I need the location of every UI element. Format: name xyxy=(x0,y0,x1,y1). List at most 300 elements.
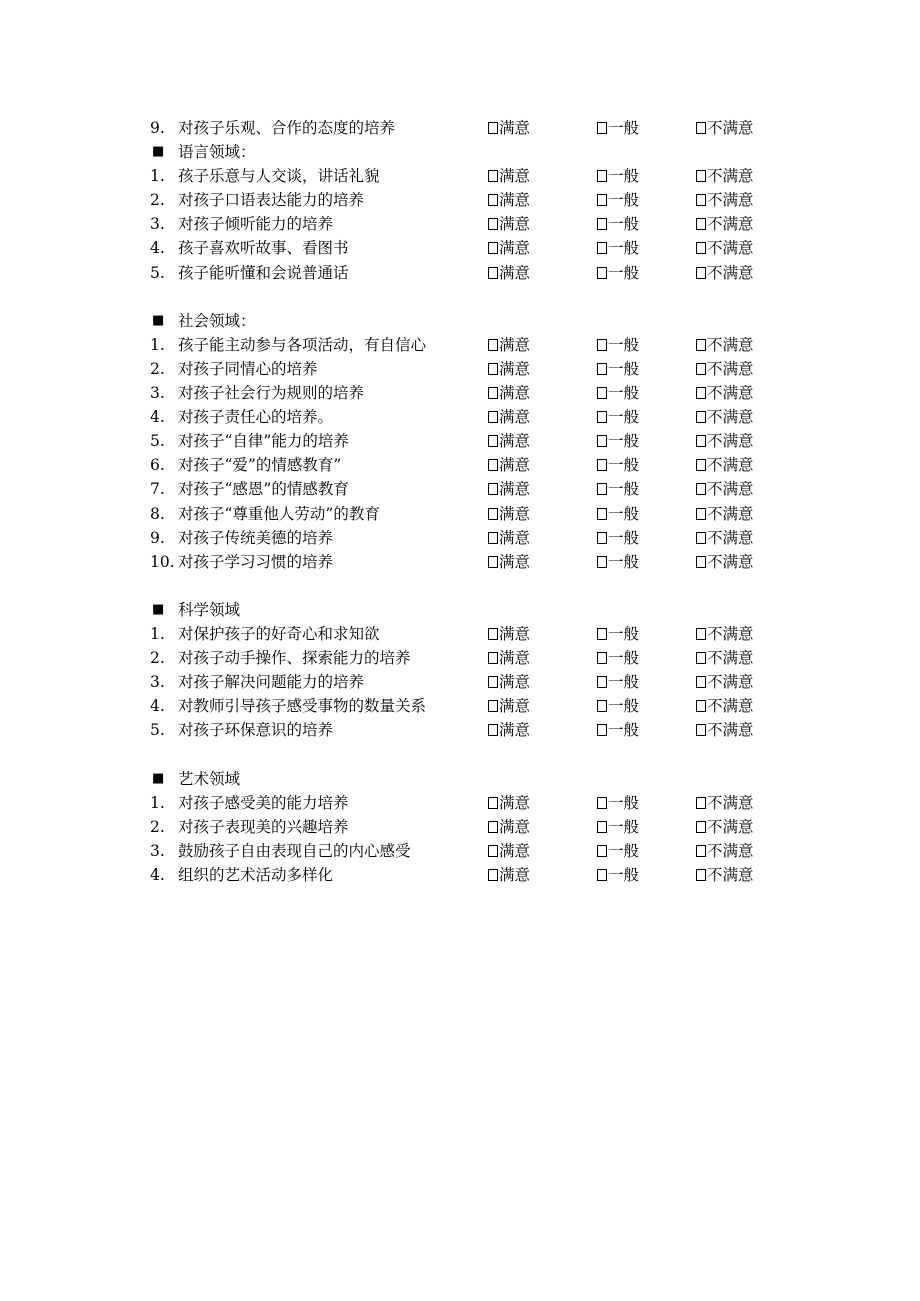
checkbox-icon[interactable] xyxy=(597,724,607,736)
average-option[interactable] xyxy=(597,646,639,670)
square-bullet-icon: ■ xyxy=(152,144,165,160)
option-label: 不满意 xyxy=(707,721,754,740)
item-number: 4. xyxy=(150,408,165,427)
checkbox-icon[interactable] xyxy=(597,267,607,279)
survey-item xyxy=(150,863,790,887)
checkbox-icon[interactable] xyxy=(488,845,498,857)
checkbox-icon[interactable] xyxy=(488,459,498,471)
dissatisfied-option[interactable] xyxy=(696,622,754,646)
dissatisfied-option[interactable] xyxy=(696,839,754,863)
checkbox-icon[interactable] xyxy=(696,700,706,712)
section-title: 科学领域 xyxy=(178,600,241,619)
average-option[interactable] xyxy=(597,622,639,646)
checkbox-icon[interactable] xyxy=(597,483,607,495)
option-label: 不满意 xyxy=(707,335,754,354)
option-label: 一般 xyxy=(608,480,640,499)
dissatisfied-option[interactable] xyxy=(696,333,754,357)
checkbox-icon[interactable] xyxy=(488,532,498,544)
option-label: 一般 xyxy=(608,119,640,137)
dissatisfied-option[interactable] xyxy=(696,116,754,140)
option-label: 不满意 xyxy=(707,793,754,812)
checkbox-icon[interactable] xyxy=(597,676,607,688)
dissatisfied-option[interactable] xyxy=(696,453,754,477)
checkbox-icon[interactable] xyxy=(696,411,706,423)
checkbox-icon[interactable] xyxy=(488,363,498,375)
item-number: 2. xyxy=(150,649,165,668)
dissatisfied-option[interactable] xyxy=(696,718,754,742)
option-label: 一般 xyxy=(608,624,640,643)
section-title: 艺术领域 xyxy=(178,769,241,788)
item-number: 9. xyxy=(150,119,165,137)
checkbox-icon[interactable] xyxy=(488,676,498,688)
item-number: 1. xyxy=(150,167,165,186)
dissatisfied-option[interactable] xyxy=(696,550,754,574)
item-text: 对孩子责任心的培养。 xyxy=(178,408,334,427)
checkbox-icon[interactable] xyxy=(488,652,498,664)
item-text: 孩子喜欢听故事、看图书 xyxy=(178,239,349,258)
option-label: 满意 xyxy=(499,432,531,451)
average-option[interactable] xyxy=(597,815,639,839)
checkbox-icon[interactable] xyxy=(488,483,498,495)
satisfied-option[interactable] xyxy=(488,646,530,670)
checkbox-icon[interactable] xyxy=(488,508,498,520)
average-option[interactable] xyxy=(597,261,639,285)
average-option[interactable] xyxy=(597,429,639,453)
satisfied-option[interactable] xyxy=(488,357,530,381)
item-text: 对保护孩子的好奇心和求知欲 xyxy=(178,624,380,643)
checkbox-icon[interactable] xyxy=(696,797,706,809)
average-option[interactable] xyxy=(597,791,639,815)
survey-item xyxy=(150,236,790,260)
option-label: 一般 xyxy=(608,191,640,210)
average-option[interactable] xyxy=(597,333,639,357)
survey-item xyxy=(150,791,790,815)
checkbox-icon[interactable] xyxy=(488,797,498,809)
dissatisfied-option[interactable] xyxy=(696,357,754,381)
satisfied-option[interactable] xyxy=(488,526,530,550)
item-number: 3. xyxy=(150,841,165,860)
survey-item xyxy=(150,164,790,188)
checkbox-icon[interactable] xyxy=(488,339,498,351)
satisfied-option[interactable] xyxy=(488,188,530,212)
checkbox-icon[interactable] xyxy=(597,652,607,664)
option-label: 不满意 xyxy=(707,624,754,643)
survey-item xyxy=(150,333,790,357)
option-label: 满意 xyxy=(499,865,531,884)
item-text: 对孩子感受美的能力培养 xyxy=(178,793,349,812)
option-label: 满意 xyxy=(499,697,531,716)
checkbox-icon[interactable] xyxy=(597,556,607,568)
average-option[interactable] xyxy=(597,502,639,526)
option-label: 不满意 xyxy=(707,697,754,716)
dissatisfied-option[interactable] xyxy=(696,261,754,285)
section-heading xyxy=(150,140,790,164)
satisfied-option[interactable] xyxy=(488,236,530,260)
average-option[interactable] xyxy=(597,477,639,501)
option-label: 不满意 xyxy=(707,432,754,451)
satisfied-option[interactable] xyxy=(488,622,530,646)
checkbox-icon[interactable] xyxy=(597,194,607,206)
satisfied-option[interactable] xyxy=(488,718,530,742)
section-heading xyxy=(150,309,790,333)
satisfied-option[interactable] xyxy=(488,116,530,140)
item-number: 10. xyxy=(150,552,175,571)
section-spacer xyxy=(150,742,790,766)
dissatisfied-option[interactable] xyxy=(696,429,754,453)
option-label: 满意 xyxy=(499,239,531,258)
option-label: 满意 xyxy=(499,552,531,571)
option-label: 满意 xyxy=(499,817,531,836)
item-number: 3. xyxy=(150,215,165,234)
item-number: 2. xyxy=(150,359,165,378)
checkbox-icon[interactable] xyxy=(597,218,607,230)
average-option[interactable] xyxy=(597,164,639,188)
checkbox-icon[interactable] xyxy=(488,170,498,182)
satisfied-option[interactable] xyxy=(488,694,530,718)
option-label: 一般 xyxy=(608,456,640,475)
satisfied-option[interactable] xyxy=(488,261,530,285)
option-label: 不满意 xyxy=(707,649,754,668)
satisfied-option[interactable] xyxy=(488,381,530,405)
satisfied-option[interactable] xyxy=(488,429,530,453)
option-label: 一般 xyxy=(608,359,640,378)
item-number: 3. xyxy=(150,673,165,692)
dissatisfied-option[interactable] xyxy=(696,694,754,718)
item-number: 4. xyxy=(150,239,165,258)
option-label: 一般 xyxy=(608,793,640,812)
survey-item xyxy=(150,212,790,236)
option-label: 不满意 xyxy=(707,456,754,475)
item-text: 对孩子传统美德的培养 xyxy=(178,528,334,547)
option-label: 满意 xyxy=(499,456,531,475)
average-option[interactable] xyxy=(597,212,639,236)
checkbox-icon[interactable] xyxy=(696,459,706,471)
item-text: 对孩子乐观、合作的态度的培养 xyxy=(178,119,396,137)
dissatisfied-option[interactable] xyxy=(696,477,754,501)
average-option[interactable] xyxy=(597,718,639,742)
option-label: 满意 xyxy=(499,673,531,692)
satisfied-option[interactable] xyxy=(488,453,530,477)
checkbox-icon[interactable] xyxy=(696,387,706,399)
option-label: 满意 xyxy=(499,167,531,186)
option-label: 一般 xyxy=(608,841,640,860)
average-option[interactable] xyxy=(597,236,639,260)
average-option[interactable] xyxy=(597,405,639,429)
option-label: 一般 xyxy=(608,263,640,282)
checkbox-icon[interactable] xyxy=(696,556,706,568)
survey-item xyxy=(150,405,790,429)
option-label: 不满意 xyxy=(707,817,754,836)
square-bullet-icon: ■ xyxy=(152,601,165,617)
item-number: 4. xyxy=(150,865,165,884)
checkbox-icon[interactable] xyxy=(597,869,607,881)
satisfied-option[interactable] xyxy=(488,670,530,694)
checkbox-icon[interactable] xyxy=(488,869,498,881)
satisfied-option[interactable] xyxy=(488,405,530,429)
checkbox-icon[interactable] xyxy=(597,435,607,447)
dissatisfied-option[interactable] xyxy=(696,236,754,260)
option-label: 不满意 xyxy=(707,408,754,427)
section-heading xyxy=(150,767,790,791)
dissatisfied-option[interactable] xyxy=(696,188,754,212)
option-label: 满意 xyxy=(499,721,531,740)
option-label: 满意 xyxy=(499,480,531,499)
option-label: 一般 xyxy=(608,673,640,692)
survey-item xyxy=(150,526,790,550)
satisfied-option[interactable] xyxy=(488,791,530,815)
option-label: 满意 xyxy=(499,649,531,668)
item-number: 5. xyxy=(150,263,165,282)
checkbox-icon[interactable] xyxy=(488,821,498,833)
checkbox-icon[interactable] xyxy=(696,435,706,447)
option-label: 不满意 xyxy=(707,239,754,258)
checkbox-icon[interactable] xyxy=(597,628,607,640)
satisfied-option[interactable] xyxy=(488,863,530,887)
dissatisfied-option[interactable] xyxy=(696,526,754,550)
item-text: 对孩子“爱”的情感教育” xyxy=(178,456,342,475)
average-option[interactable] xyxy=(597,863,639,887)
section-title: 语言领域： xyxy=(178,143,256,162)
checkbox-icon[interactable] xyxy=(488,267,498,279)
item-text: 对孩子“尊重他人劳动”的教育 xyxy=(178,504,380,523)
checkbox-icon[interactable] xyxy=(597,700,607,712)
item-text: 对孩子解决问题能力的培养 xyxy=(178,673,365,692)
section-spacer xyxy=(150,285,790,309)
option-label: 满意 xyxy=(499,335,531,354)
average-option[interactable] xyxy=(597,453,639,477)
checkbox-icon[interactable] xyxy=(597,411,607,423)
dissatisfied-option[interactable] xyxy=(696,212,754,236)
option-label: 满意 xyxy=(499,359,531,378)
survey-item xyxy=(150,670,790,694)
checkbox-icon[interactable] xyxy=(597,387,607,399)
checkbox-icon[interactable] xyxy=(696,363,706,375)
survey-item xyxy=(150,357,790,381)
item-text: 对孩子表现美的兴趣培养 xyxy=(178,817,349,836)
option-label: 不满意 xyxy=(707,865,754,884)
satisfied-option[interactable] xyxy=(488,333,530,357)
checkbox-icon[interactable] xyxy=(696,821,706,833)
item-text: 对孩子口语表达能力的培养 xyxy=(178,191,365,210)
satisfied-option[interactable] xyxy=(488,477,530,501)
item-number: 1. xyxy=(150,793,165,812)
option-label: 满意 xyxy=(499,528,531,547)
option-label: 满意 xyxy=(499,191,531,210)
survey-item xyxy=(150,261,790,285)
dissatisfied-option[interactable] xyxy=(696,381,754,405)
average-option[interactable] xyxy=(597,839,639,863)
option-label: 一般 xyxy=(608,721,640,740)
checkbox-icon[interactable] xyxy=(696,628,706,640)
item-text: 对教师引导孩子感受事物的数量关系 xyxy=(178,697,427,716)
checkbox-icon[interactable] xyxy=(696,483,706,495)
survey-item xyxy=(150,550,790,574)
satisfied-option[interactable] xyxy=(488,550,530,574)
average-option[interactable] xyxy=(597,188,639,212)
option-label: 满意 xyxy=(499,841,531,860)
item-number: 7. xyxy=(150,480,165,499)
checkbox-icon[interactable] xyxy=(696,242,706,254)
average-option[interactable] xyxy=(597,670,639,694)
item-text: 对孩子社会行为规则的培养 xyxy=(178,384,365,403)
option-label: 满意 xyxy=(499,408,531,427)
option-label: 满意 xyxy=(499,215,531,234)
option-label: 满意 xyxy=(499,793,531,812)
checkbox-icon[interactable] xyxy=(597,122,607,134)
dissatisfied-option[interactable] xyxy=(696,670,754,694)
checkbox-icon[interactable] xyxy=(488,122,498,134)
checkbox-icon[interactable] xyxy=(488,194,498,206)
item-text: 孩子能主动参与各项活动，有自信心 xyxy=(178,335,427,354)
checkbox-icon[interactable] xyxy=(696,676,706,688)
option-label: 一般 xyxy=(608,504,640,523)
option-label: 一般 xyxy=(608,817,640,836)
checkbox-icon[interactable] xyxy=(597,459,607,471)
survey-item xyxy=(150,453,790,477)
survey-item xyxy=(150,815,790,839)
average-option[interactable] xyxy=(597,526,639,550)
checkbox-icon[interactable] xyxy=(597,821,607,833)
average-option[interactable] xyxy=(597,116,639,140)
checkbox-icon[interactable] xyxy=(488,411,498,423)
checkbox-icon[interactable] xyxy=(488,242,498,254)
survey-item xyxy=(150,694,790,718)
satisfied-option[interactable] xyxy=(488,815,530,839)
dissatisfied-option[interactable] xyxy=(696,164,754,188)
checkbox-icon[interactable] xyxy=(597,242,607,254)
option-label: 一般 xyxy=(608,865,640,884)
option-label: 满意 xyxy=(499,384,531,403)
item-text: 孩子能听懂和会说普通话 xyxy=(178,263,349,282)
option-label: 不满意 xyxy=(707,841,754,860)
checkbox-icon[interactable] xyxy=(696,724,706,736)
option-label: 不满意 xyxy=(707,263,754,282)
checkbox-icon[interactable] xyxy=(488,218,498,230)
average-option[interactable] xyxy=(597,357,639,381)
item-number: 5. xyxy=(150,432,165,451)
option-label: 一般 xyxy=(608,335,640,354)
option-label: 一般 xyxy=(608,167,640,186)
satisfied-option[interactable] xyxy=(488,164,530,188)
section-heading xyxy=(150,598,790,622)
dissatisfied-option[interactable] xyxy=(696,502,754,526)
item-text: 鼓励孩子自由表现自己的内心感受 xyxy=(178,841,411,860)
option-label: 一般 xyxy=(608,528,640,547)
checkbox-icon[interactable] xyxy=(597,532,607,544)
option-label: 一般 xyxy=(608,552,640,571)
option-label: 满意 xyxy=(499,119,531,137)
square-bullet-icon: ■ xyxy=(152,312,165,328)
checkbox-icon[interactable] xyxy=(696,122,706,134)
option-label: 不满意 xyxy=(707,528,754,547)
option-label: 不满意 xyxy=(707,673,754,692)
checkbox-icon[interactable] xyxy=(696,170,706,182)
checkbox-icon[interactable] xyxy=(696,869,706,881)
checkbox-icon[interactable] xyxy=(696,339,706,351)
checkbox-icon[interactable] xyxy=(597,170,607,182)
checkbox-icon[interactable] xyxy=(696,194,706,206)
checkbox-icon[interactable] xyxy=(696,267,706,279)
dissatisfied-option[interactable] xyxy=(696,863,754,887)
option-label: 一般 xyxy=(608,697,640,716)
survey-item xyxy=(150,188,790,212)
checkbox-icon[interactable] xyxy=(488,387,498,399)
survey-item xyxy=(150,381,790,405)
checkbox-icon[interactable] xyxy=(597,508,607,520)
option-label: 一般 xyxy=(608,432,640,451)
checkbox-icon[interactable] xyxy=(488,556,498,568)
survey-item xyxy=(150,646,790,670)
checkbox-icon[interactable] xyxy=(597,339,607,351)
item-number: 8. xyxy=(150,504,165,523)
checkbox-icon[interactable] xyxy=(597,845,607,857)
survey-item xyxy=(150,622,790,646)
checkbox-icon[interactable] xyxy=(488,628,498,640)
square-bullet-icon: ■ xyxy=(152,770,165,786)
item-number: 1. xyxy=(150,624,165,643)
option-label: 一般 xyxy=(608,215,640,234)
item-number: 2. xyxy=(150,817,165,836)
survey-sheet xyxy=(150,116,790,887)
checkbox-icon[interactable] xyxy=(696,532,706,544)
option-label: 一般 xyxy=(608,408,640,427)
option-label: 不满意 xyxy=(707,167,754,186)
checkbox-icon[interactable] xyxy=(488,435,498,447)
survey-item xyxy=(150,429,790,453)
checkbox-icon[interactable] xyxy=(696,845,706,857)
dissatisfied-option[interactable] xyxy=(696,815,754,839)
checkbox-icon[interactable] xyxy=(597,797,607,809)
satisfied-option[interactable] xyxy=(488,839,530,863)
survey-item xyxy=(150,839,790,863)
satisfied-option[interactable] xyxy=(488,212,530,236)
dissatisfied-option[interactable] xyxy=(696,646,754,670)
checkbox-icon[interactable] xyxy=(696,652,706,664)
item-text: 对孩子同情心的培养 xyxy=(178,359,318,378)
option-label: 满意 xyxy=(499,624,531,643)
checkbox-icon[interactable] xyxy=(488,700,498,712)
average-option[interactable] xyxy=(597,550,639,574)
section-title: 社会领域： xyxy=(178,311,256,330)
dissatisfied-option[interactable] xyxy=(696,405,754,429)
average-option[interactable] xyxy=(597,381,639,405)
option-label: 一般 xyxy=(608,239,640,258)
checkbox-icon[interactable] xyxy=(488,724,498,736)
option-label: 不满意 xyxy=(707,191,754,210)
section-spacer xyxy=(150,574,790,598)
survey-item xyxy=(150,477,790,501)
checkbox-icon[interactable] xyxy=(696,218,706,230)
survey-item xyxy=(150,502,790,526)
item-number: 6. xyxy=(150,456,165,475)
satisfied-option[interactable] xyxy=(488,502,530,526)
option-label: 不满意 xyxy=(707,119,754,137)
item-text: 对孩子环保意识的培养 xyxy=(178,721,334,740)
option-label: 满意 xyxy=(499,504,531,523)
item-text: 孩子乐意与人交谈，讲话礼貌 xyxy=(178,167,380,186)
item-text: 对孩子倾听能力的培养 xyxy=(178,215,334,234)
option-label: 不满意 xyxy=(707,215,754,234)
item-text: 对孩子动手操作、探索能力的培养 xyxy=(178,649,411,668)
option-label: 不满意 xyxy=(707,480,754,499)
dissatisfied-option[interactable] xyxy=(696,791,754,815)
checkbox-icon[interactable] xyxy=(696,508,706,520)
survey-item xyxy=(150,718,790,742)
option-label: 不满意 xyxy=(707,552,754,571)
option-label: 不满意 xyxy=(707,384,754,403)
checkbox-icon[interactable] xyxy=(597,363,607,375)
average-option[interactable] xyxy=(597,694,639,718)
